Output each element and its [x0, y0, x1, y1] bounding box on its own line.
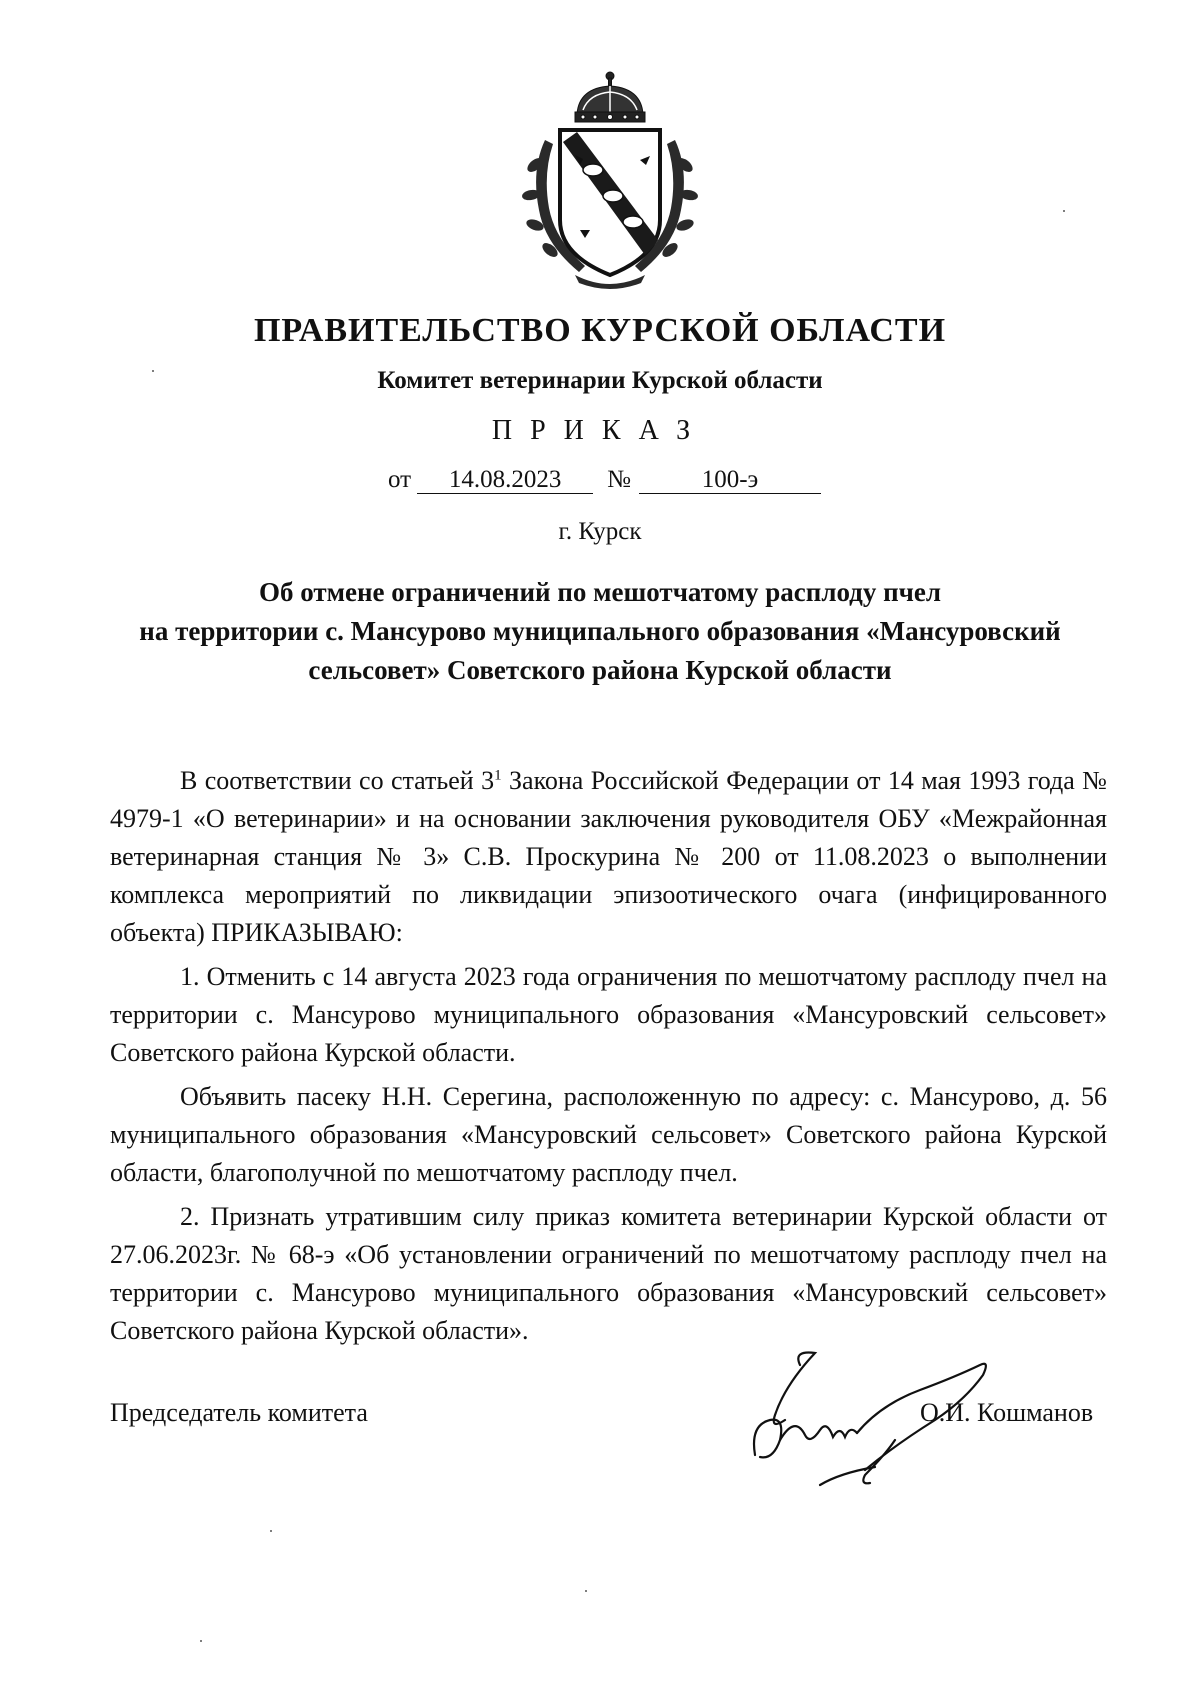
handwritten-signature-icon [745, 1345, 1005, 1495]
scan-speck [152, 370, 154, 372]
date-label: от [388, 466, 412, 493]
committee-name: Комитет ветеринарии Курской области [377, 367, 823, 394]
order-item-2: 2. Признать утратившим силу приказ комитета ветеринарии Курской области от 27.06.2023г. № 68-э «Об установлении ограничений по мешотчатому расплоду пчел на территории с. Мансурово муниципального образования «Мансуровский сельсовет» Советского района Курской области». [110, 1202, 1107, 1345]
order-item-1-extra: Объявить пасеку Н.Н. Серегина, расположенную по адресу: с. Мансурово, д. 56 муниципального образования «Мансуровский сельсовет» Советского района Курской области, благополучной по мешотчатому расплоду пчел. [110, 1082, 1107, 1187]
government-title: ПРАВИТЕЛЬСТВО КУРСКОЙ ОБЛАСТИ [253, 312, 947, 349]
subject-line: сельсовет» Советского района Курской области [308, 655, 892, 685]
subject-line: Об отмене ограничений по мешотчатому расплоду пчел [258, 577, 942, 607]
coat-of-arms-icon [505, 70, 715, 290]
document-type: ПРИКАЗ [491, 415, 709, 446]
document-date: 14.08.2023 [417, 467, 593, 494]
subject-line: на территории с. Мансурово муниципального образования «Мансуровский [139, 616, 1061, 646]
preamble-paragraph: В соответствии со статьей $3^1$ Закона Российской Федерации от 14 мая 1993 года № 4979-1 «О ветеринарии» и на основании заключения руководителя ОБУ «Межрайонная ветеринарная станция № 3» С.В. Проскурина № 200 от 11.08.2023 о выполнении комплекса мероприятий по ликвидации эпизоотического очага (инфицированного объекта) ПРИКАЗЫВАЮ: [110, 766, 1107, 947]
scan-speck [585, 1590, 587, 1592]
document-number: 100-э [639, 467, 821, 494]
scan-speck [270, 1530, 272, 1532]
scan-speck [1063, 210, 1065, 212]
scan-speck [200, 1640, 202, 1642]
order-item-1: 1. Отменить с 14 августа 2023 года ограничения по мешотчатому расплоду пчел на территории с. Мансурово муниципального образования «Мансуровский сельсовет» Советского района Курской области. [110, 962, 1107, 1067]
document-subject [110, 573, 1090, 690]
number-label: № [607, 466, 631, 493]
registration-line [388, 466, 821, 494]
article-superscript: 1 [494, 767, 502, 784]
signer-position: Председатель комитета [110, 1398, 368, 1427]
signer-name: О.И. Кошманов [920, 1398, 1094, 1427]
document-body [110, 762, 1107, 1350]
document-city: г. Курск [558, 518, 642, 545]
